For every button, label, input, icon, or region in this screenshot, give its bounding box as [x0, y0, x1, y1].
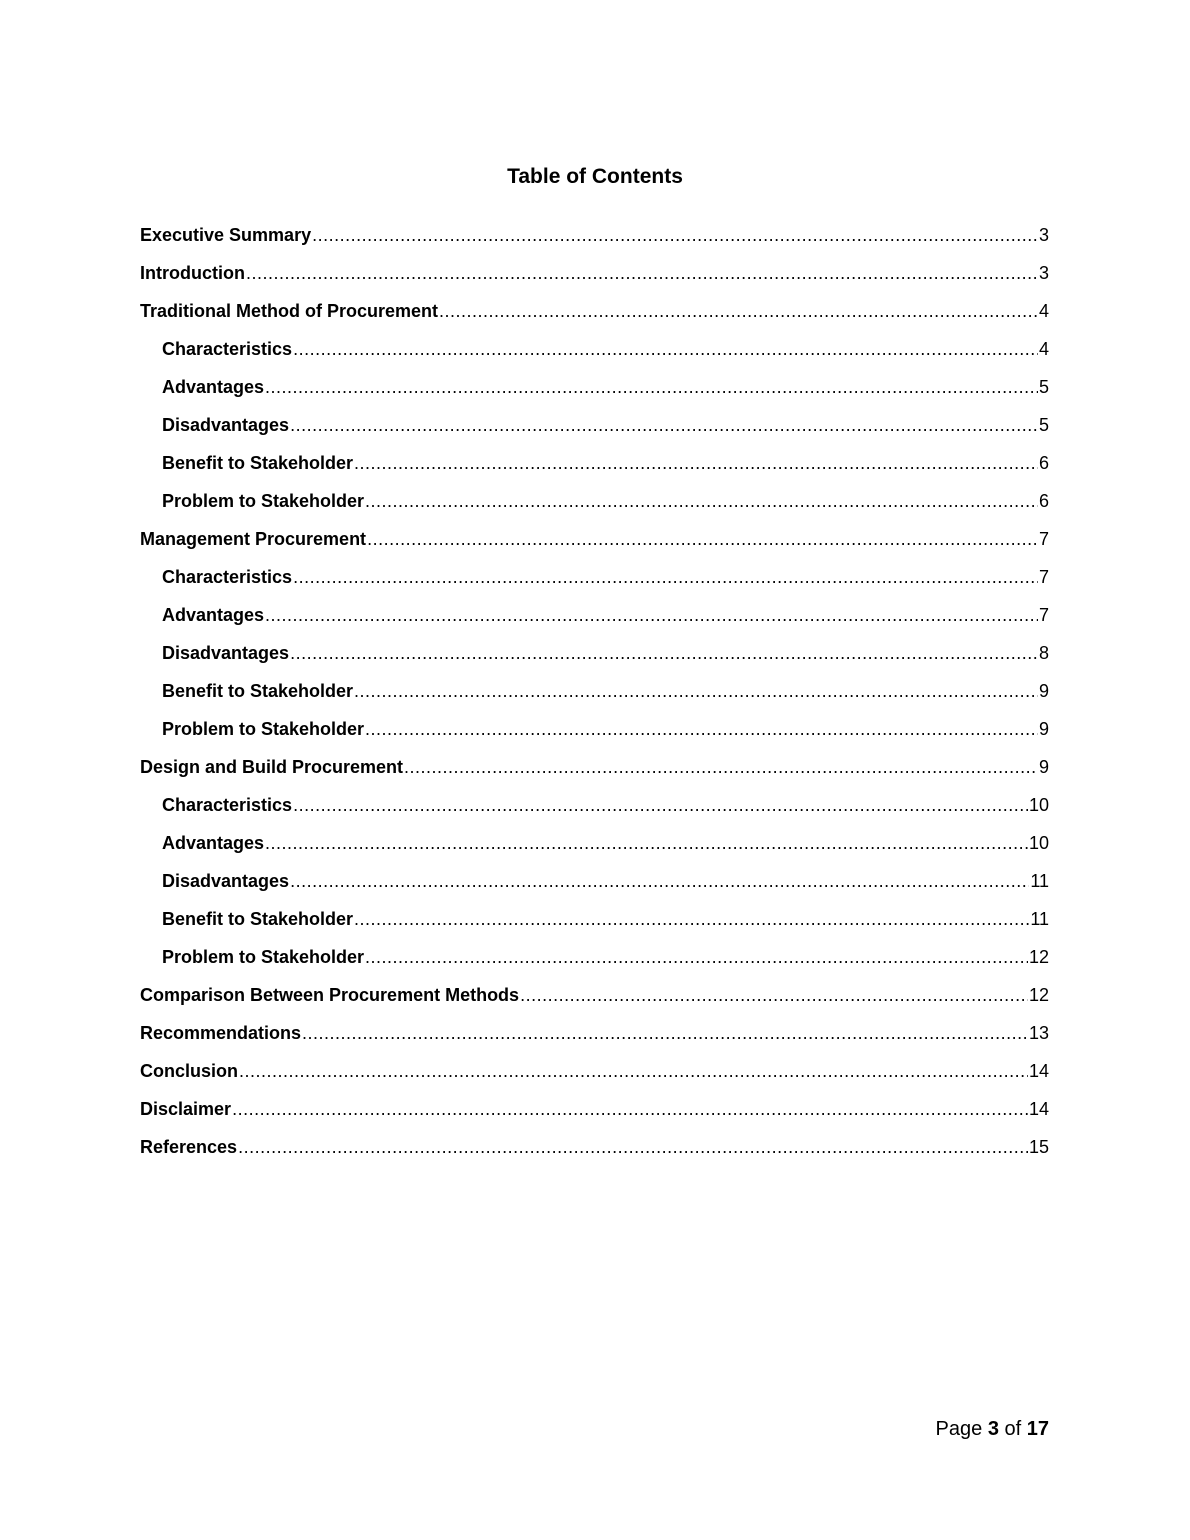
toc-dot-leader — [246, 258, 1038, 288]
toc-dot-leader — [404, 752, 1038, 782]
toc-entry-label: Disadvantages — [162, 415, 290, 435]
toc-entry-page-number: 7 — [1038, 529, 1049, 549]
toc-dot-leader — [354, 676, 1038, 706]
toc-entry[interactable] — [140, 486, 1049, 524]
toc-entry-page-number: 3 — [1038, 263, 1049, 283]
toc-entry-label: Advantages — [162, 377, 265, 397]
toc-entry[interactable] — [140, 334, 1049, 372]
toc-list — [140, 220, 1049, 1170]
toc-entry-page-number: 10 — [1028, 833, 1049, 853]
toc-dot-leader — [354, 904, 1029, 934]
toc-entry-page-number: 15 — [1028, 1137, 1049, 1157]
toc-entry[interactable] — [140, 866, 1049, 904]
toc-dot-leader — [265, 828, 1028, 858]
toc-dot-leader — [365, 486, 1038, 516]
toc-title: Table of Contents — [507, 165, 683, 188]
toc-entry-label: Recommendations — [140, 1023, 302, 1043]
toc-entry-page-number: 7 — [1038, 605, 1049, 625]
toc-dot-leader — [232, 1094, 1028, 1124]
toc-entry-label: Advantages — [162, 605, 265, 625]
toc-entry[interactable] — [140, 1056, 1049, 1094]
toc-entry[interactable] — [140, 220, 1049, 258]
toc-entry-page-number: 8 — [1038, 643, 1049, 663]
toc-entry-label: Conclusion — [140, 1061, 238, 1081]
toc-dot-leader — [290, 638, 1038, 668]
toc-dot-leader — [239, 1056, 1028, 1086]
toc-entry-page-number: 9 — [1038, 719, 1049, 739]
toc-entry-label: References — [140, 1137, 238, 1157]
toc-entry-page-number: 9 — [1038, 681, 1049, 701]
toc-entry[interactable] — [140, 600, 1049, 638]
footer-current-page: 3 — [987, 1418, 999, 1440]
toc-entry-label: Disadvantages — [162, 643, 290, 663]
toc-entry-label: Executive Summary — [140, 225, 312, 245]
toc-entry-label: Comparison Between Procurement Methods — [140, 985, 520, 1005]
toc-dot-leader — [290, 410, 1038, 440]
toc-entry-page-number: 5 — [1038, 415, 1049, 435]
toc-entry[interactable] — [140, 714, 1049, 752]
footer-of-label: of — [1004, 1418, 1022, 1440]
toc-dot-leader — [365, 942, 1028, 972]
toc-entry-label: Problem to Stakeholder — [162, 491, 365, 511]
toc-entry-page-number: 5 — [1038, 377, 1049, 397]
toc-entry-page-number: 3 — [1038, 225, 1049, 245]
toc-dot-leader — [293, 790, 1028, 820]
toc-entry-page-number: 6 — [1038, 453, 1049, 473]
toc-entry-label: Benefit to Stakeholder — [162, 909, 354, 929]
toc-entry-label: Disadvantages — [162, 871, 290, 891]
toc-entry[interactable] — [140, 980, 1049, 1018]
toc-entry-page-number: 7 — [1038, 567, 1049, 587]
toc-dot-leader — [293, 562, 1038, 592]
toc-entry-label: Characteristics — [162, 339, 293, 359]
toc-entry-label: Problem to Stakeholder — [162, 719, 365, 739]
toc-dot-leader — [238, 1132, 1028, 1162]
toc-entry[interactable] — [140, 410, 1049, 448]
toc-entry-label: Benefit to Stakeholder — [162, 453, 354, 473]
toc-entry[interactable] — [140, 1094, 1049, 1132]
toc-dot-leader — [439, 296, 1038, 326]
toc-entry-label: Problem to Stakeholder — [162, 947, 365, 967]
toc-entry-label: Benefit to Stakeholder — [162, 681, 354, 701]
toc-dot-leader — [293, 334, 1038, 364]
toc-entry[interactable] — [140, 790, 1049, 828]
toc-entry[interactable] — [140, 1132, 1049, 1170]
toc-entry[interactable] — [140, 904, 1049, 942]
toc-entry[interactable] — [140, 524, 1049, 562]
toc-entry-page-number: 10 — [1028, 795, 1049, 815]
toc-entry-page-number: 14 — [1028, 1099, 1049, 1119]
toc-dot-leader — [520, 980, 1028, 1010]
toc-entry-label: Traditional Method of Procurement — [140, 301, 439, 321]
toc-entry[interactable] — [140, 942, 1049, 980]
toc-entry[interactable] — [140, 828, 1049, 866]
toc-entry-page-number: 4 — [1038, 339, 1049, 359]
toc-dot-leader — [365, 714, 1038, 744]
toc-dot-leader — [265, 600, 1038, 630]
toc-entry[interactable] — [140, 296, 1049, 334]
toc-entry[interactable] — [140, 258, 1049, 296]
toc-entry-page-number: 4 — [1038, 301, 1049, 321]
toc-entry[interactable] — [140, 676, 1049, 714]
toc-entry[interactable] — [140, 638, 1049, 676]
toc-dot-leader — [302, 1018, 1028, 1048]
toc-entry[interactable] — [140, 1018, 1049, 1056]
toc-entry-label: Introduction — [140, 263, 245, 283]
toc-dot-leader — [265, 372, 1038, 402]
toc-entry-page-number: 6 — [1038, 491, 1049, 511]
footer-total-pages: 17 — [1026, 1418, 1049, 1440]
toc-entry-label: Characteristics — [162, 795, 293, 815]
toc-entry-page-number: 9 — [1038, 757, 1049, 777]
toc-entry[interactable] — [140, 562, 1049, 600]
toc-entry-page-number: 11 — [1030, 909, 1049, 929]
toc-entry[interactable] — [140, 752, 1049, 790]
page-number-footer — [936, 1418, 1049, 1441]
toc-entry-page-number: 13 — [1028, 1023, 1049, 1043]
toc-entry-page-number: 14 — [1028, 1061, 1049, 1081]
toc-entry-label: Disclaimer — [140, 1099, 232, 1119]
toc-entry-label: Characteristics — [162, 567, 293, 587]
toc-entry-page-number: 12 — [1028, 947, 1049, 967]
toc-entry-label: Design and Build Procurement — [140, 757, 404, 777]
footer-page-prefix: Page — [935, 1418, 983, 1440]
toc-dot-leader — [367, 524, 1038, 554]
toc-entry-label: Advantages — [162, 833, 265, 853]
toc-entry[interactable] — [140, 372, 1049, 410]
toc-dot-leader — [290, 866, 1029, 896]
toc-dot-leader — [312, 220, 1038, 250]
toc-entry-page-number: 12 — [1028, 985, 1049, 1005]
toc-entry-page-number: 11 — [1030, 871, 1049, 891]
toc-entry-label: Management Procurement — [140, 529, 367, 549]
toc-entry[interactable] — [140, 448, 1049, 486]
toc-dot-leader — [354, 448, 1038, 478]
